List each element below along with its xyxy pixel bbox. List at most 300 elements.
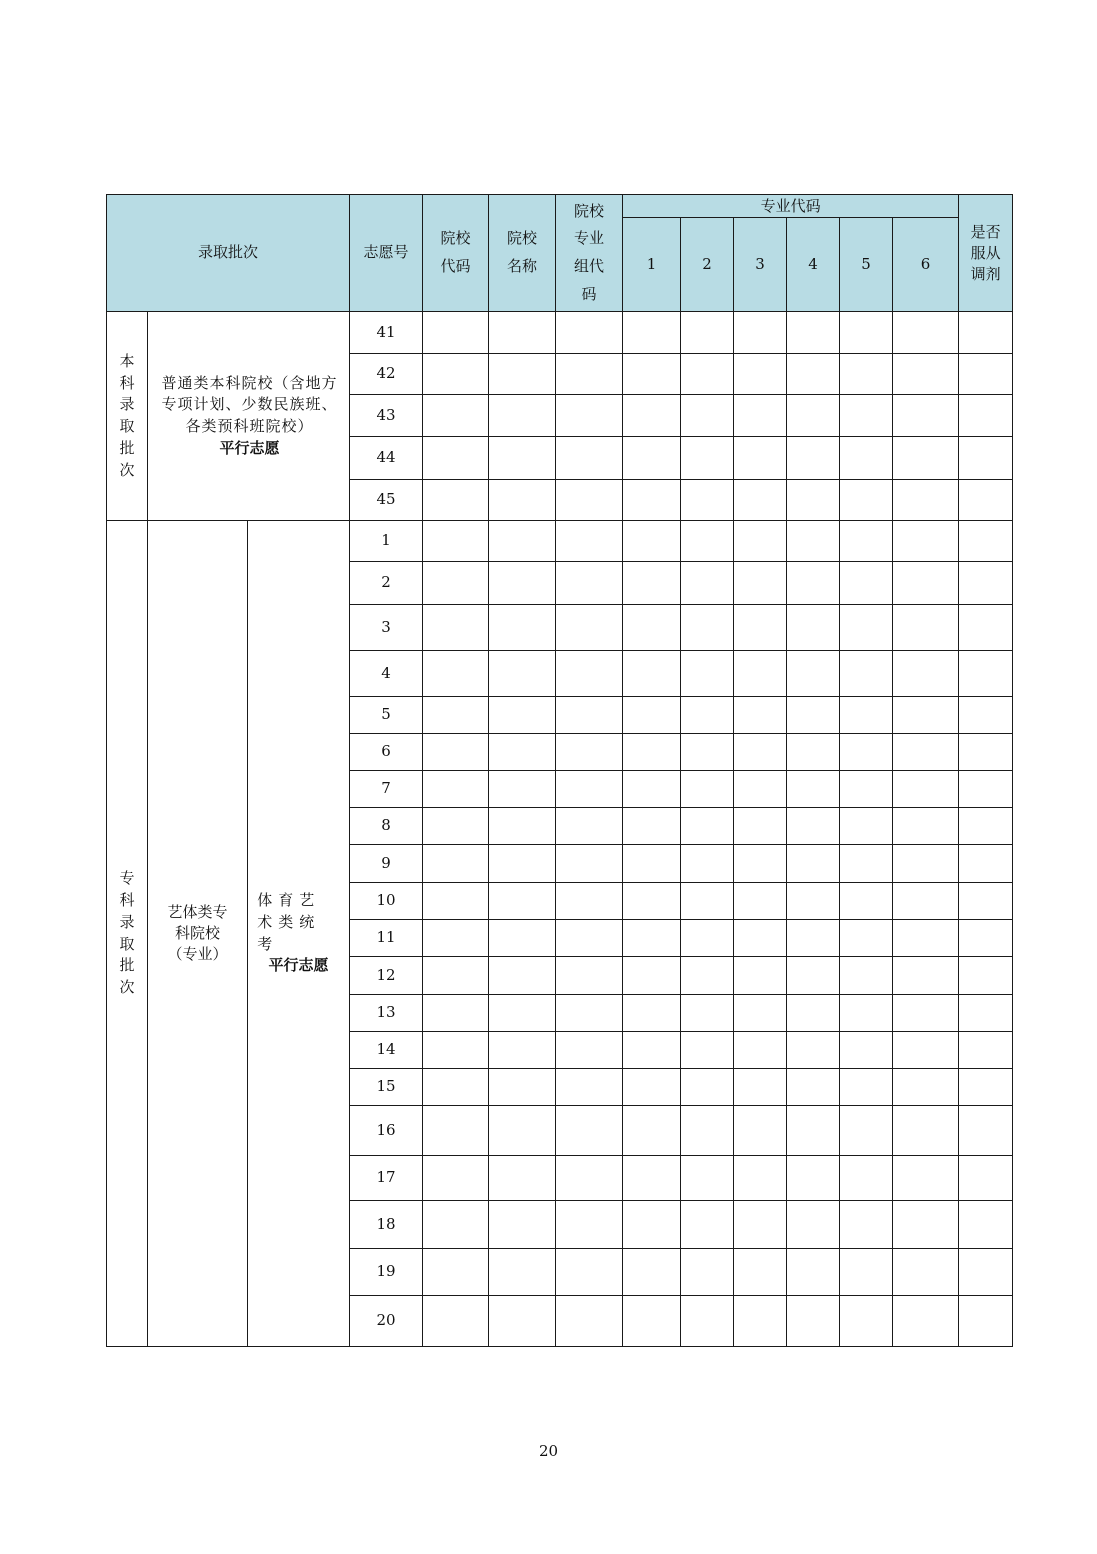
entry-cell[interactable] <box>893 1106 959 1156</box>
entry-cell[interactable] <box>893 808 959 845</box>
entry-cell[interactable] <box>893 605 959 651</box>
entry-cell[interactable] <box>556 957 623 995</box>
entry-cell[interactable] <box>959 845 1013 883</box>
major-col-header: 6 <box>893 218 959 312</box>
entry-cell[interactable] <box>840 697 893 734</box>
table-row <box>107 521 1013 562</box>
wish-number: 42 <box>350 354 423 395</box>
vocational-category: 艺体类专科院校（专业） <box>148 521 248 1347</box>
entry-cell[interactable] <box>556 883 623 920</box>
entry-cell[interactable] <box>734 1069 787 1106</box>
entry-cell[interactable] <box>840 1069 893 1106</box>
major-col-header: 3 <box>734 218 787 312</box>
entry-cell[interactable] <box>893 1249 959 1296</box>
entry-cell[interactable] <box>423 312 489 354</box>
entry-cell[interactable] <box>556 1032 623 1069</box>
wish-number: 12 <box>350 957 423 995</box>
entry-cell[interactable] <box>959 734 1013 771</box>
entry-cell[interactable] <box>556 312 623 354</box>
entry-cell[interactable] <box>489 651 556 697</box>
entry-cell[interactable] <box>423 354 489 395</box>
entry-cell[interactable] <box>489 480 556 521</box>
entry-cell[interactable] <box>959 1249 1013 1296</box>
entry-cell[interactable] <box>787 808 840 845</box>
table-row <box>107 312 1013 354</box>
entry-cell[interactable] <box>556 521 623 562</box>
entry-cell[interactable] <box>840 1032 893 1069</box>
entry-cell[interactable] <box>734 605 787 651</box>
entry-cell[interactable] <box>489 883 556 920</box>
entry-cell[interactable] <box>734 771 787 808</box>
entry-cell[interactable] <box>959 883 1013 920</box>
entry-cell[interactable] <box>840 845 893 883</box>
entry-cell[interactable] <box>787 562 840 605</box>
header-adjust: 是否服从调剂 <box>959 195 1013 312</box>
entry-cell[interactable] <box>556 845 623 883</box>
entry-cell[interactable] <box>489 957 556 995</box>
entry-cell[interactable] <box>489 521 556 562</box>
entry-cell[interactable] <box>681 1201 734 1249</box>
entry-cell[interactable] <box>681 1032 734 1069</box>
entry-cell[interactable] <box>556 605 623 651</box>
entry-cell[interactable] <box>556 354 623 395</box>
entry-cell[interactable] <box>423 437 489 480</box>
entry-cell[interactable] <box>959 957 1013 995</box>
entry-cell[interactable] <box>734 651 787 697</box>
entry-cell[interactable] <box>959 437 1013 480</box>
vocational-subcategory: 体育艺术类统考 <box>257 891 321 953</box>
entry-cell[interactable] <box>840 605 893 651</box>
wish-number: 3 <box>350 605 423 651</box>
entry-cell[interactable] <box>734 883 787 920</box>
entry-cell[interactable] <box>681 605 734 651</box>
entry-cell[interactable] <box>681 480 734 521</box>
entry-cell[interactable] <box>489 312 556 354</box>
entry-cell[interactable] <box>423 883 489 920</box>
wish-number: 1 <box>350 521 423 562</box>
entry-cell[interactable] <box>893 521 959 562</box>
vocational-mode: 平行志愿 <box>268 956 329 975</box>
entry-cell[interactable] <box>840 1249 893 1296</box>
wish-number: 4 <box>350 651 423 697</box>
entry-cell[interactable] <box>893 562 959 605</box>
entry-cell[interactable] <box>840 1201 893 1249</box>
entry-cell[interactable] <box>959 1296 1013 1347</box>
entry-cell[interactable] <box>734 480 787 521</box>
entry-cell[interactable] <box>840 808 893 845</box>
entry-cell[interactable] <box>734 845 787 883</box>
entry-cell[interactable] <box>681 1296 734 1347</box>
entry-cell[interactable] <box>623 1201 681 1249</box>
entry-cell[interactable] <box>489 771 556 808</box>
entry-cell[interactable] <box>734 395 787 437</box>
entry-cell[interactable] <box>556 1249 623 1296</box>
entry-cell[interactable] <box>681 883 734 920</box>
entry-cell[interactable] <box>681 957 734 995</box>
entry-cell[interactable] <box>423 1249 489 1296</box>
entry-cell[interactable] <box>893 920 959 957</box>
entry-cell[interactable] <box>893 883 959 920</box>
entry-cell[interactable] <box>623 521 681 562</box>
entry-cell[interactable] <box>734 734 787 771</box>
entry-cell[interactable] <box>787 920 840 957</box>
header-school-code: 院校代码 <box>423 195 489 312</box>
entry-cell[interactable] <box>423 1106 489 1156</box>
entry-cell[interactable] <box>423 480 489 521</box>
header-school-name: 院校名称 <box>489 195 556 312</box>
entry-cell[interactable] <box>787 697 840 734</box>
entry-cell[interactable] <box>840 354 893 395</box>
entry-cell[interactable] <box>423 697 489 734</box>
entry-cell[interactable] <box>787 605 840 651</box>
entry-cell[interactable] <box>734 995 787 1032</box>
entry-cell[interactable] <box>840 920 893 957</box>
wish-number: 10 <box>350 883 423 920</box>
wish-number: 15 <box>350 1069 423 1106</box>
table-body <box>107 312 1013 1347</box>
entry-cell[interactable] <box>893 845 959 883</box>
entry-cell[interactable] <box>489 920 556 957</box>
entry-cell[interactable] <box>623 312 681 354</box>
wish-number: 5 <box>350 697 423 734</box>
entry-cell[interactable] <box>681 395 734 437</box>
wish-number: 16 <box>350 1106 423 1156</box>
entry-cell[interactable] <box>734 1032 787 1069</box>
entry-cell[interactable] <box>734 312 787 354</box>
major-col-header: 5 <box>840 218 893 312</box>
entry-cell[interactable] <box>556 395 623 437</box>
wish-number: 41 <box>350 312 423 354</box>
entry-cell[interactable] <box>681 437 734 480</box>
header-batch: 录取批次 <box>107 195 350 312</box>
entry-cell[interactable] <box>556 480 623 521</box>
entry-cell[interactable] <box>681 562 734 605</box>
entry-cell[interactable] <box>489 808 556 845</box>
entry-cell[interactable] <box>623 437 681 480</box>
entry-cell[interactable] <box>787 480 840 521</box>
entry-cell[interactable] <box>556 995 623 1032</box>
entry-cell[interactable] <box>489 1249 556 1296</box>
entry-cell[interactable] <box>787 734 840 771</box>
entry-cell[interactable] <box>489 697 556 734</box>
wish-number: 8 <box>350 808 423 845</box>
wish-number: 11 <box>350 920 423 957</box>
entry-cell[interactable] <box>489 1069 556 1106</box>
undergrad-batch-label: 本科录取批次 <box>107 312 148 521</box>
entry-cell[interactable] <box>489 562 556 605</box>
entry-cell[interactable] <box>556 437 623 480</box>
entry-cell[interactable] <box>623 1032 681 1069</box>
entry-cell[interactable] <box>959 562 1013 605</box>
header-wish-no: 志愿号 <box>350 195 423 312</box>
entry-cell[interactable] <box>787 521 840 562</box>
entry-cell[interactable] <box>893 1156 959 1201</box>
entry-cell[interactable] <box>489 845 556 883</box>
entry-cell[interactable] <box>556 651 623 697</box>
entry-cell[interactable] <box>681 651 734 697</box>
entry-cell[interactable] <box>423 957 489 995</box>
entry-cell[interactable] <box>893 1069 959 1106</box>
entry-cell[interactable] <box>681 771 734 808</box>
entry-cell[interactable] <box>623 1156 681 1201</box>
entry-cell[interactable] <box>840 312 893 354</box>
entry-cell[interactable] <box>681 845 734 883</box>
undergrad-mode: 平行志愿 <box>219 438 280 457</box>
entry-cell[interactable] <box>489 354 556 395</box>
entry-cell[interactable] <box>623 480 681 521</box>
entry-cell[interactable] <box>787 1106 840 1156</box>
entry-cell[interactable] <box>681 920 734 957</box>
entry-cell[interactable] <box>787 354 840 395</box>
entry-cell[interactable] <box>489 995 556 1032</box>
entry-cell[interactable] <box>623 883 681 920</box>
entry-cell[interactable] <box>840 957 893 995</box>
entry-cell[interactable] <box>556 1069 623 1106</box>
entry-cell[interactable] <box>959 697 1013 734</box>
entry-cell[interactable] <box>681 1069 734 1106</box>
entry-cell[interactable] <box>840 734 893 771</box>
entry-cell[interactable] <box>734 697 787 734</box>
entry-cell[interactable] <box>959 480 1013 521</box>
entry-cell[interactable] <box>681 1106 734 1156</box>
wish-number: 44 <box>350 437 423 480</box>
entry-cell[interactable] <box>840 995 893 1032</box>
entry-cell[interactable] <box>489 1032 556 1069</box>
entry-cell[interactable] <box>840 651 893 697</box>
entry-cell[interactable] <box>959 395 1013 437</box>
entry-cell[interactable] <box>556 1106 623 1156</box>
entry-cell[interactable] <box>623 395 681 437</box>
entry-cell[interactable] <box>840 521 893 562</box>
wish-number: 9 <box>350 845 423 883</box>
wish-number: 19 <box>350 1249 423 1296</box>
entry-cell[interactable] <box>959 651 1013 697</box>
entry-cell[interactable] <box>840 1156 893 1201</box>
entry-cell[interactable] <box>556 734 623 771</box>
entry-cell[interactable] <box>423 395 489 437</box>
undergrad-desc: 普通类本科院校（含地方专项计划、少数民族班、各类预科班院校） <box>161 373 338 435</box>
entry-cell[interactable] <box>787 1156 840 1201</box>
entry-cell[interactable] <box>681 312 734 354</box>
entry-cell[interactable] <box>556 808 623 845</box>
entry-cell[interactable] <box>734 808 787 845</box>
entry-cell[interactable] <box>787 1069 840 1106</box>
entry-cell[interactable] <box>734 1201 787 1249</box>
vocational-subcategory-cell <box>248 521 350 1347</box>
entry-cell[interactable] <box>787 312 840 354</box>
entry-cell[interactable] <box>787 1201 840 1249</box>
entry-cell[interactable] <box>893 734 959 771</box>
entry-cell[interactable] <box>423 808 489 845</box>
entry-cell[interactable] <box>959 521 1013 562</box>
entry-cell[interactable] <box>489 437 556 480</box>
entry-cell[interactable] <box>681 1156 734 1201</box>
entry-cell[interactable] <box>787 995 840 1032</box>
entry-cell[interactable] <box>787 771 840 808</box>
wish-number: 17 <box>350 1156 423 1201</box>
entry-cell[interactable] <box>959 1106 1013 1156</box>
entry-cell[interactable] <box>681 521 734 562</box>
major-col-header: 1 <box>623 218 681 312</box>
entry-cell[interactable] <box>959 605 1013 651</box>
entry-cell[interactable] <box>959 808 1013 845</box>
entry-cell[interactable] <box>893 1201 959 1249</box>
entry-cell[interactable] <box>423 1069 489 1106</box>
entry-cell[interactable] <box>423 1156 489 1201</box>
entry-cell[interactable] <box>681 734 734 771</box>
entry-cell[interactable] <box>623 1069 681 1106</box>
entry-cell[interactable] <box>734 920 787 957</box>
entry-cell[interactable] <box>959 771 1013 808</box>
entry-cell[interactable] <box>423 920 489 957</box>
entry-cell[interactable] <box>893 480 959 521</box>
entry-cell[interactable] <box>893 437 959 480</box>
entry-cell[interactable] <box>556 771 623 808</box>
entry-cell[interactable] <box>423 605 489 651</box>
entry-cell[interactable] <box>787 651 840 697</box>
entry-cell[interactable] <box>423 771 489 808</box>
entry-cell[interactable] <box>893 312 959 354</box>
entry-cell[interactable] <box>423 734 489 771</box>
entry-cell[interactable] <box>556 562 623 605</box>
entry-cell[interactable] <box>734 957 787 995</box>
entry-cell[interactable] <box>623 605 681 651</box>
entry-cell[interactable] <box>623 734 681 771</box>
entry-cell[interactable] <box>681 808 734 845</box>
wish-number: 6 <box>350 734 423 771</box>
entry-cell[interactable] <box>840 1106 893 1156</box>
entry-cell[interactable] <box>423 995 489 1032</box>
entry-cell[interactable] <box>623 1296 681 1347</box>
entry-cell[interactable] <box>423 521 489 562</box>
entry-cell[interactable] <box>556 1201 623 1249</box>
entry-cell[interactable] <box>556 920 623 957</box>
page-number: 20 <box>538 1442 559 1460</box>
entry-cell[interactable] <box>489 734 556 771</box>
entry-cell[interactable] <box>734 1249 787 1296</box>
entry-cell[interactable] <box>893 1296 959 1347</box>
entry-cell[interactable] <box>623 562 681 605</box>
entry-cell[interactable] <box>893 395 959 437</box>
wish-number: 45 <box>350 480 423 521</box>
entry-cell[interactable] <box>556 697 623 734</box>
entry-cell[interactable] <box>959 312 1013 354</box>
entry-cell[interactable] <box>489 1156 556 1201</box>
entry-cell[interactable] <box>893 771 959 808</box>
entry-cell[interactable] <box>787 395 840 437</box>
entry-cell[interactable] <box>959 920 1013 957</box>
entry-cell[interactable] <box>787 957 840 995</box>
entry-cell[interactable] <box>423 1296 489 1347</box>
entry-cell[interactable] <box>893 957 959 995</box>
entry-cell[interactable] <box>959 1069 1013 1106</box>
header-major-code: 专业代码 <box>623 195 959 218</box>
entry-cell[interactable] <box>623 697 681 734</box>
entry-cell[interactable] <box>840 395 893 437</box>
entry-cell[interactable] <box>623 771 681 808</box>
major-col-header: 4 <box>787 218 840 312</box>
entry-cell[interactable] <box>489 395 556 437</box>
wish-number: 2 <box>350 562 423 605</box>
entry-cell[interactable] <box>840 883 893 920</box>
entry-cell[interactable] <box>893 651 959 697</box>
entry-cell[interactable] <box>556 1296 623 1347</box>
entry-cell[interactable] <box>681 354 734 395</box>
entry-cell[interactable] <box>489 1201 556 1249</box>
entry-cell[interactable] <box>556 1156 623 1201</box>
undergrad-desc-cell <box>148 312 350 521</box>
entry-cell[interactable] <box>787 1032 840 1069</box>
wish-number: 43 <box>350 395 423 437</box>
entry-cell[interactable] <box>423 1032 489 1069</box>
entry-cell[interactable] <box>840 437 893 480</box>
vocational-batch-label: 专科录取批次 <box>107 521 148 1347</box>
table-header <box>107 195 1013 312</box>
entry-cell[interactable] <box>787 1296 840 1347</box>
entry-cell[interactable] <box>623 1249 681 1296</box>
entry-cell[interactable] <box>423 845 489 883</box>
entry-cell[interactable] <box>681 1249 734 1296</box>
entry-cell[interactable] <box>734 354 787 395</box>
entry-cell[interactable] <box>959 995 1013 1032</box>
wish-number: 18 <box>350 1201 423 1249</box>
entry-cell[interactable] <box>623 920 681 957</box>
entry-cell[interactable] <box>734 1156 787 1201</box>
entry-cell[interactable] <box>787 845 840 883</box>
entry-cell[interactable] <box>959 1156 1013 1201</box>
entry-cell[interactable] <box>959 354 1013 395</box>
entry-cell[interactable] <box>623 845 681 883</box>
entry-cell[interactable] <box>423 562 489 605</box>
entry-cell[interactable] <box>423 1201 489 1249</box>
entry-cell[interactable] <box>893 354 959 395</box>
entry-cell[interactable] <box>489 1296 556 1347</box>
entry-cell[interactable] <box>623 354 681 395</box>
entry-cell[interactable] <box>787 437 840 480</box>
entry-cell[interactable] <box>840 1296 893 1347</box>
entry-cell[interactable] <box>734 1106 787 1156</box>
entry-cell[interactable] <box>734 562 787 605</box>
entry-cell[interactable] <box>623 1106 681 1156</box>
wish-number: 14 <box>350 1032 423 1069</box>
entry-cell[interactable] <box>623 995 681 1032</box>
entry-cell[interactable] <box>840 562 893 605</box>
entry-cell[interactable] <box>893 697 959 734</box>
entry-cell[interactable] <box>681 697 734 734</box>
entry-cell[interactable] <box>489 1106 556 1156</box>
entry-cell[interactable] <box>423 651 489 697</box>
entry-cell[interactable] <box>893 995 959 1032</box>
entry-cell[interactable] <box>623 957 681 995</box>
application-form-table <box>106 194 1013 1347</box>
entry-cell[interactable] <box>959 1201 1013 1249</box>
entry-cell[interactable] <box>681 995 734 1032</box>
entry-cell[interactable] <box>840 771 893 808</box>
entry-cell[interactable] <box>787 883 840 920</box>
entry-cell[interactable] <box>623 808 681 845</box>
entry-cell[interactable] <box>623 651 681 697</box>
entry-cell[interactable] <box>489 605 556 651</box>
entry-cell[interactable] <box>734 437 787 480</box>
entry-cell[interactable] <box>959 1032 1013 1069</box>
entry-cell[interactable] <box>734 1296 787 1347</box>
entry-cell[interactable] <box>734 521 787 562</box>
entry-cell[interactable] <box>840 480 893 521</box>
entry-cell[interactable] <box>893 1032 959 1069</box>
entry-cell[interactable] <box>787 1249 840 1296</box>
wish-number: 13 <box>350 995 423 1032</box>
wish-number: 7 <box>350 771 423 808</box>
